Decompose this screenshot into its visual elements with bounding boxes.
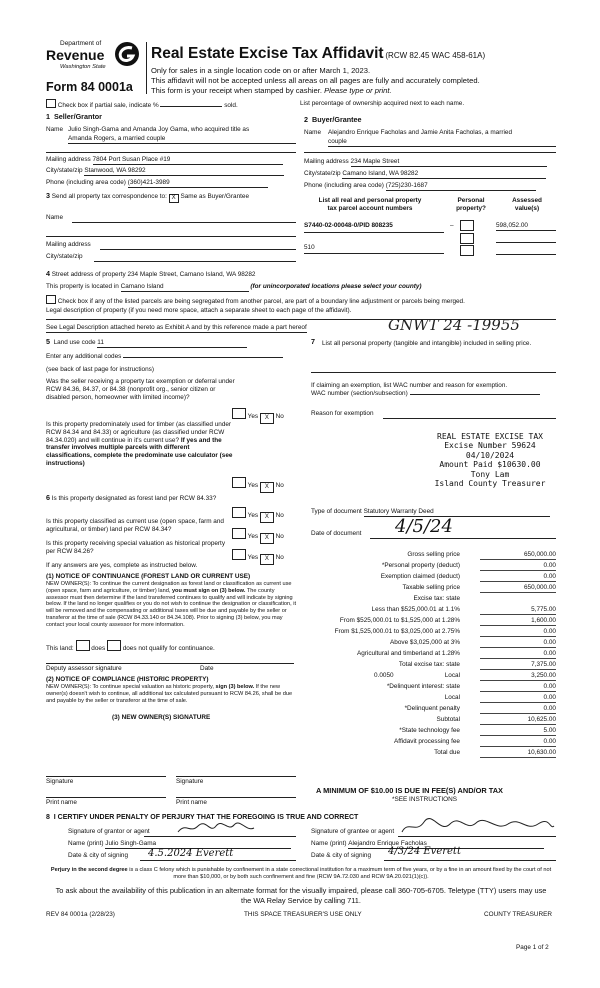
- buyer-name-line2[interactable]: couple: [328, 138, 556, 147]
- seller-mailing-row: [46, 156, 283, 165]
- legal-description-label: Legal description of property (if you need more space, attach a separate sheet to each page of the affidavit).: [46, 307, 352, 314]
- calc-row-personal: *Personal property (deduct) 0.00: [381, 562, 556, 569]
- calc-row-gross: Gross selling price 650,000.00: [407, 551, 556, 558]
- correspondence-name-label: Name: [46, 214, 64, 221]
- forest-yes-checkbox[interactable]: [232, 507, 246, 518]
- additional-codes-label: Enter any additional codes: [46, 353, 122, 360]
- timber-no-checkbox[interactable]: X: [260, 482, 274, 493]
- buyer-mailing-label: Mailing address: [304, 158, 349, 165]
- wac-field[interactable]: [410, 394, 540, 395]
- grantor-signature-label: Signature of grantor or agent: [68, 828, 150, 835]
- forest-question: 6 Is this property designated as forest land per RCW 84.33?: [46, 493, 217, 502]
- street-field[interactable]: 234 Maple Street, Camano Island, WA 98282: [127, 271, 256, 278]
- ownership-note: List percentage of ownership acquired next to each name.: [300, 100, 465, 107]
- grantee-name-row: Name (print) Alejandro Enrique Facholas: [311, 840, 544, 849]
- this-land-row: This land: does does not qualify for continuance.: [46, 640, 215, 653]
- buyer-city-row: [304, 170, 546, 179]
- notice-compliance-body: NEW OWNER(S): To continue special valuation as historic property, sign (3) below. If the new owner(s) doesn't wish to continue, all additional tax calculated pursuant to RCW 84.26, shall be due and payable by the seller or transferor at the time of sale.: [46, 684, 293, 704]
- dept-line3: Washington State: [60, 64, 106, 70]
- buyer-name-line1[interactable]: Alejandro Enrique Facholas and Jamie Anita Facholas, a married: [328, 129, 513, 136]
- section4-num: 4: [46, 269, 50, 278]
- owner-print-name-label-2: Print name: [176, 799, 207, 806]
- deputy-date-label: Date: [200, 665, 214, 672]
- swirl-logo-icon: [112, 40, 142, 68]
- wac-label: WAC number (section/subsection): [311, 390, 408, 397]
- grantor-signature-scribble: [176, 820, 256, 836]
- notice-continuance-title: (1) NOTICE OF CONTINUANCE (FOREST LAND OR CURRENT USE): [46, 573, 251, 580]
- calc-row-interest-local: Local 0.00: [444, 694, 556, 701]
- see-back-note: (see back of last page for instructions): [46, 366, 154, 373]
- grantee-signature-field[interactable]: [398, 836, 556, 837]
- parcel-personal-checkbox-2[interactable]: [460, 233, 474, 244]
- parcel-col2-header: Personal property?: [456, 197, 486, 212]
- timber-yes-checkbox[interactable]: [232, 477, 246, 488]
- buyer-mailing-row: [304, 158, 547, 167]
- calc-row-tier1: Less than $525,000.01 at 1.1% 5,775.00: [371, 606, 556, 613]
- owner-print-name-field-1[interactable]: [46, 797, 166, 798]
- grantee-date-field[interactable]: [384, 860, 556, 861]
- answers-note: If any answers are yes, complete as instructed below.: [46, 562, 198, 569]
- calc-row-total-state: Total excise tax: state 7,375.00: [398, 661, 556, 668]
- exemption-claim-label: If claiming an exemption, list WAC number and reason for exemption.: [311, 382, 508, 389]
- header-divider: [146, 42, 147, 94]
- correspondence-mailing-label: Mailing address: [46, 241, 91, 248]
- calc-row-agricultural: Agricultural and timberland at 1.28% 0.00: [356, 650, 556, 657]
- legal-description-field[interactable]: See Legal Description attached hereto as Exhibit A and by this reference made a part hereof: [46, 324, 307, 331]
- grantee-signature-label: Signature of grantee or agent: [311, 828, 395, 835]
- document-type-field[interactable]: Statutory Warranty Deed: [364, 508, 550, 517]
- parcel-personal-checkbox-3[interactable]: [460, 245, 474, 256]
- local-rate: 0.0050: [374, 672, 394, 679]
- grantee-name-field[interactable]: Alejandro Enrique Facholas: [348, 840, 544, 849]
- calc-row-tech-fee: *State technology fee 5.00: [399, 727, 556, 734]
- section5-num: 5: [46, 337, 50, 346]
- deputy-signature-field[interactable]: [46, 663, 294, 664]
- buyer-phone-field[interactable]: (725)230-1687: [386, 182, 536, 191]
- personal-property-label: List all personal property (tangible and intangible) included in selling price.: [322, 340, 532, 347]
- calc-row-interest-state: *Delinquent interest: state 0.00: [386, 683, 556, 690]
- parcel-col3-header: Assessed value(s): [512, 197, 542, 212]
- additional-codes-row: [46, 353, 283, 361]
- does-not-qualify-checkbox[interactable]: [107, 640, 121, 651]
- historic-question: Is this property receiving special valuation as historical property per RCW 84.26?: [46, 540, 226, 555]
- buyer-phone-label: Phone (including area code): [304, 182, 384, 189]
- parcel-col1-header: List all real and personal property tax parcel account numbers: [318, 197, 422, 212]
- historic-yes-checkbox[interactable]: [232, 549, 246, 560]
- calc-row-excise-state: Excise tax: state: [413, 595, 460, 602]
- deputy-signature-label: Deputy assessor signature: [46, 665, 122, 672]
- calc-row-tier2: From $525,000.01 to $1,525,000 at 1.28% 1,600.00: [339, 617, 556, 624]
- calc-row-subtotal: Subtotal 10,625.00: [436, 716, 556, 723]
- owner-signature-label-1: Signature: [46, 778, 74, 785]
- perjury-notice: Perjury in the second degree is a class C felony which is punishable by confinement in a state correctional institution for a maximum term of five years, or by a fine in an amount fixed by the court of not more than $10,000, or by both such confinement and fine (RCW 9A.72.030 and RCW 9A.20.021(1)(c)).: [50, 867, 552, 880]
- partial-sale-label: Check box if partial sale, indicate %: [57, 102, 159, 109]
- new-owner-signature-field-2[interactable]: [176, 776, 296, 777]
- personal-property-field[interactable]: [311, 372, 556, 373]
- calc-row-local: 0.0050 Local 3,250.00: [374, 672, 556, 679]
- correspondence-row: [46, 192, 249, 203]
- grantor-date-handwritten: 4.5.2024 Everett: [148, 848, 234, 859]
- exemption-yn: Yes X No: [232, 408, 284, 424]
- forest-yn: Yes X No: [232, 507, 284, 523]
- seller-phone-row: [46, 179, 268, 188]
- seller-mailing-field[interactable]: 7804 Port Susan Place #19: [93, 156, 283, 165]
- calc-row-taxable: Taxable selling price 650,000.00: [402, 584, 556, 591]
- segregated-checkbox[interactable]: [46, 295, 56, 304]
- county-row: [46, 283, 422, 292]
- partial-sale-row: [46, 99, 238, 110]
- dor-logo: [46, 40, 146, 80]
- see-instructions-note: *SEE INSTRUCTIONS: [392, 796, 457, 803]
- header-line3-tail: Please type or print.: [324, 86, 392, 95]
- land-use-field[interactable]: 11: [97, 339, 247, 348]
- seller-phone-field[interactable]: (360)421-3989: [128, 179, 268, 188]
- current-use-no-checkbox[interactable]: X: [260, 533, 274, 544]
- parcel-personal-dash: –: [450, 222, 454, 229]
- current-use-yes-checkbox[interactable]: [232, 528, 246, 539]
- buyer-city-field[interactable]: Camano Island, WA 98282: [342, 170, 546, 179]
- seller-name-label: Name: [46, 126, 64, 133]
- timber-yn: Yes X No: [232, 477, 284, 493]
- buyer-name-label: Name: [304, 129, 322, 136]
- county-note: (for unincorporated locations please select your county): [250, 283, 422, 290]
- segregated-label: Check box if any of the listed parcels are being segregated from another parcel, are part of a boundary line adjustment or parcels being merged.: [57, 298, 465, 305]
- grantor-name-field[interactable]: Julio Singh-Gama: [105, 840, 291, 849]
- does-qualify-checkbox[interactable]: [76, 640, 90, 651]
- exemption-yes-checkbox[interactable]: [232, 408, 246, 419]
- segregated-row: [46, 295, 465, 306]
- grantee-date-handwritten: 4/3/24 Everett: [388, 846, 461, 857]
- county-label: This property is located in: [46, 283, 119, 290]
- current-use-question: Is this property classified as current use (open space, farm and agricultural, or timber) land per RCW 84.34?: [46, 518, 224, 533]
- partial-sale-suffix: sold.: [224, 102, 238, 109]
- parcel-value-1[interactable]: 598,052.00: [496, 222, 556, 231]
- header-line3: This form is your receipt when stamped by cashier.: [151, 86, 322, 95]
- buyer-heading: 2 Buyer/Grantee: [304, 115, 362, 124]
- owner-print-name-field-2[interactable]: [176, 797, 296, 798]
- county-field[interactable]: Camano Island: [121, 283, 249, 292]
- document-date-field[interactable]: [370, 538, 556, 539]
- grantee-signature-scribble: [400, 818, 556, 836]
- form-title: Real Estate Excise Tax Affidavit: [151, 45, 384, 62]
- seller-name-line1[interactable]: Julio Singh-Gama and Amanda Joy Gama, who acquired title as: [68, 126, 250, 133]
- section7-num: 7: [311, 337, 315, 346]
- land-use-label: Land use code: [53, 339, 96, 346]
- seller-phone-label: Phone (including area code): [46, 179, 126, 186]
- seller-heading: 1 Seller/Grantor: [46, 112, 102, 121]
- grantee-date-label: Date & city of signing: [311, 852, 372, 859]
- dept-line2: Revenue: [46, 47, 105, 63]
- buyer-mailing-field[interactable]: 234 Maple Street: [351, 158, 547, 167]
- correspondence-city-field[interactable]: [94, 261, 296, 262]
- revision-label: REV 84 0001a (2/28/23): [46, 911, 115, 918]
- correspondence-name-field[interactable]: [72, 222, 296, 223]
- forest-no-checkbox[interactable]: X: [260, 512, 274, 523]
- street-label: Street address of property: [51, 271, 126, 278]
- parcel-personal-checkbox-1[interactable]: [460, 220, 474, 231]
- current-use-yn: Yes X No: [232, 528, 284, 544]
- dept-line1: Department of: [60, 40, 102, 47]
- parcel-number-2[interactable]: 510: [304, 244, 315, 251]
- county-treasurer-label: COUNTY TREASURER: [484, 911, 552, 918]
- form-title-row: [151, 45, 485, 64]
- seller-city-field[interactable]: Stanwood, WA 98292: [84, 167, 284, 176]
- seller-mailing-label: Mailing address: [46, 156, 91, 163]
- notice-continuance-body: NEW OWNER(S): To continue the current designation as forest land or classification as current use (open space, farm and agriculture, or timber) land, you must sign on (3) below. The county assessor must then determine if the land transferred continues to qualify and will indicate by signing below. If the land no longer qualifies or you do not wish to continue the designation or classification, it will be removed and the compensating or additional taxes will be due and payable by the seller or transferor at the time of sale (RCW 84.33.140 or 84.34.108). Prior to signing (3) below, you may contact your local county assessor for more information.: [46, 581, 297, 628]
- treasurer-use-label: THIS SPACE TREASURER'S USE ONLY: [244, 911, 362, 918]
- owner-signature-label-2: Signature: [176, 778, 204, 785]
- buyer-city-label: City/state/zip: [304, 170, 341, 177]
- parcel-number-1[interactable]: S7440-02-00048-0/PID 808235: [304, 222, 393, 229]
- correspondence-heading: Send all property tax correspondence to:: [51, 193, 167, 200]
- document-date-handwritten: 4/5/24: [395, 516, 453, 537]
- calc-row-penalty: *Delinquent penalty 0.00: [404, 705, 556, 712]
- form-citation: (RCW 82.45 WAC 458-61A): [385, 51, 486, 60]
- grantor-name-row: Name (print) Julio Singh-Gama: [68, 840, 291, 849]
- recording-number-handwritten: GNWT 24 -19955: [388, 316, 520, 334]
- calc-row-exemption: Exemption claimed (deduct) 0.00: [380, 573, 556, 580]
- exemption-question: Was the seller receiving a property tax exemption or deferral under RCW 84.36, 84.37, or 84.38 (nonprofit org., senior citizen or disabled person, homeowner with limited income)?: [46, 378, 235, 401]
- certify-statement: 8 I CERTIFY UNDER PENALTY OF PERJURY THAT THE FOREGOING IS TRUE AND CORRECT: [46, 814, 359, 821]
- header-line1: Only for sales in a single location code on or after March 1, 2023.: [151, 66, 371, 75]
- document-type-label: Type of document: [311, 508, 362, 515]
- wac-row: [311, 390, 540, 398]
- land-use-row: [46, 338, 247, 348]
- correspondence-mailing-field[interactable]: [100, 249, 296, 250]
- alternate-format-note: To ask about the availability of this publication in an alternate format for the visually impaired, please call 360-705-6705. Teletype (TTY) users may use the WA Relay Service by calling 711.: [55, 886, 547, 905]
- page-number: Page 1 of 2: [516, 944, 549, 951]
- notice-compliance-title: (2) NOTICE OF COMPLIANCE (HISTORIC PROPERTY): [46, 676, 209, 683]
- same-as-buyer-label: Same as Buyer/Grantee: [180, 193, 250, 200]
- correspondence-num: 3: [46, 191, 50, 200]
- reason-field[interactable]: [383, 418, 556, 419]
- partial-sale-percent-field[interactable]: [160, 106, 222, 107]
- calc-row-processing-fee: Affidavit processing fee 0.00: [394, 738, 556, 745]
- same-as-buyer-checkbox[interactable]: X: [169, 194, 179, 203]
- seller-name-line2[interactable]: Amanda Rogers, a married couple: [68, 135, 296, 144]
- form-number: Form 84 0001a: [46, 80, 133, 94]
- treasurer-receipt-stamp: REAL ESTATE EXCISE TAX Excise Number 59624 04/10/2024 Amount Paid $10630.00 Tony Lam Island County Treasurer: [434, 432, 546, 489]
- seller-city-row: [46, 167, 284, 176]
- new-owner-signature-field-1[interactable]: [46, 776, 166, 777]
- reason-label: Reason for exemption: [311, 410, 374, 417]
- additional-codes-field[interactable]: [123, 357, 283, 358]
- new-owner-signature-title: (3) NEW OWNER(S) SIGNATURE: [112, 714, 211, 721]
- calc-row-total-due: Total due 10,630.00: [434, 749, 556, 756]
- header-line2: This affidavit will not be accepted unless all areas on all pages are fully and accurately completed.: [151, 76, 480, 85]
- grantor-date-label: Date & city of signing: [68, 852, 129, 859]
- buyer-phone-row: [304, 182, 536, 191]
- calc-row-tier3: From $1,525,000.01 to $3,025,000 at 2.75% 0.00: [334, 628, 556, 635]
- historic-no-checkbox[interactable]: X: [260, 554, 274, 565]
- grantor-signature-field[interactable]: [144, 836, 296, 837]
- minimum-due-note: A MINIMUM OF $10.00 IS DUE IN FEE(S) AND/OR TAX: [316, 786, 503, 795]
- timber-question: Is this property predominately used for timber (as classified under RCW 84.34 and 84.33) or agriculture (as classified under RCW 84.34.020) and will continue in it's current use? If yes and the transfer involves multiple parcels with different classifications, complete the predominate use calculator (see instructions): [46, 421, 233, 468]
- exemption-no-checkbox[interactable]: X: [260, 413, 274, 424]
- header-line3-row: [151, 86, 392, 95]
- historic-yn: Yes X No: [232, 549, 284, 565]
- correspondence-city-label: City/state/zip: [46, 253, 83, 260]
- document-date-label: Date of document: [311, 530, 362, 537]
- street-row: [46, 270, 255, 279]
- calc-row-tier4: Above $3,025,000 at 3% 0.00: [390, 639, 556, 646]
- seller-city-label: City/state/zip: [46, 167, 83, 174]
- owner-print-name-label-1: Print name: [46, 799, 77, 806]
- partial-sale-checkbox[interactable]: [46, 99, 56, 108]
